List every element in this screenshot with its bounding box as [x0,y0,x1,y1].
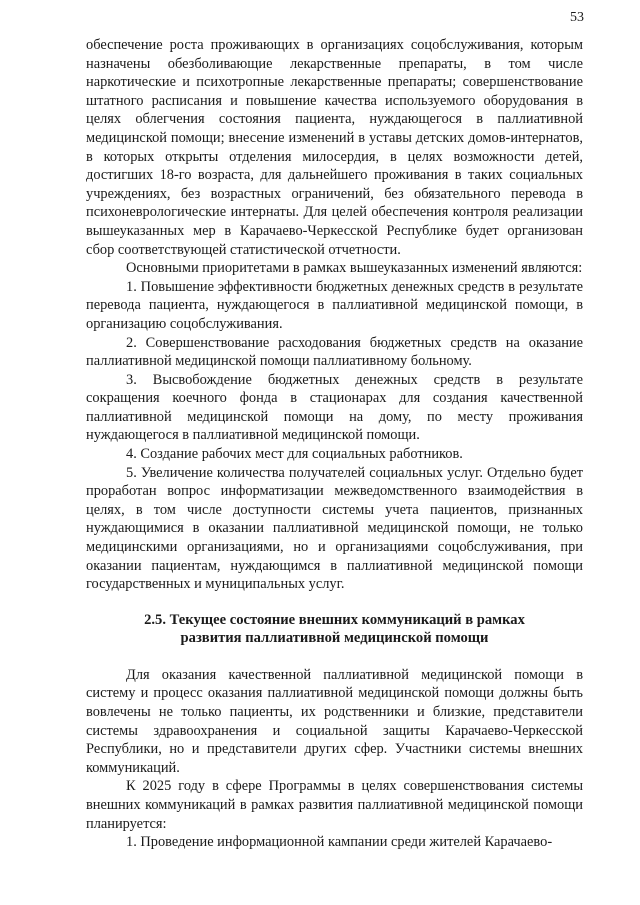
list-item-4: 4. Создание рабочих мест для социальных работников. [126,446,463,463]
paragraph-plans-2025: К 2025 году в сфере Программы в целях совершенствования системы внешних коммуникаций в рамках развития паллиативной медицинской помощи планируется: [86,778,583,832]
list-item-1: 1. Повышение эффективности бюджетных денежных средств в результате перевода пациента, нуждающегося в паллиативной медицинской помощи, в организацию соцобслуживания. [86,278,583,332]
list-item-5: 5. Увеличение количества получателей социальных услуг. Отдельно будет проработан вопрос информатизации межведомственного взаимодействия в целях, в том числе доступности системы учета пациентов, признанных нуждающимися в оказании паллиативной медицинской помощи, не только медицинскими организациями, но и организациями соцобслуживания, при оказании пациентам, нуждающимся в паллиативной медицинской помощи государственных и муниципальных услуг. [86,464,583,593]
list-item-3: 3. Высвобождение бюджетных денежных средств в результате сокращения коечного фонда в стационарах для создания качественной паллиативной медицинской помощи на дому, по месту проживания нуждающегося в паллиативной медицинской помощи. [86,371,583,444]
paragraph-intro: обеспечение роста проживающих в организациях соцобслуживания, которым назначены обезболивающие лекарственные препараты, в том числе наркотические и психотропные лекарственные препараты; совершенствование штатного расписания и повышение качества используемого оборудования в целях облегчения состояния пациента, нуждающегося в паллиативной медицинской помощи; внесение изменений в уставы детских домов-интернатов, в которых открыты отделения милосердия, в целях возможности детей, достигших 18-го возраста, для дальнейшего проживания в таких социальных учреждениях, без возрастных ограничений, без обязательного перевода в психоневрологические интернаты. Для целей обеспечения контроля реализации вышеуказанных мер в Карачаево-Черкесской Республике будет организован сбор соответствующей статистической отчетности. [86,37,583,258]
document-body [86,36,583,852]
section-heading-line-2: развития паллиативной медицинской помощи [180,630,489,647]
list-item-plan-1: 1. Проведение информационной кампании среди жителей Карачаево- [126,834,553,851]
section-heading-line-1: 2.5. Текущее состояние внешних коммуникаций в рамках [144,611,525,628]
section-heading [86,611,583,648]
paragraph-priorities: Основными приоритетами в рамках вышеуказанных изменений являются: [126,260,583,277]
page-number: 53 [570,10,584,25]
list-item-2: 2. Совершенствование расходования бюджетных средств на оказание паллиативной медицинской помощи паллиативному больному. [86,334,583,370]
paragraph-communications: Для оказания качественной паллиативной медицинской помощи в систему и процесс оказания паллиативной медицинской помощи должны быть вовлечены не только пациенты, их родственники и близкие, представители системы здравоохранения и социальной защиты Карачаево-Черкесской Республики, но и представители других сфер. Участники системы внешних коммуникаций. [86,666,583,776]
